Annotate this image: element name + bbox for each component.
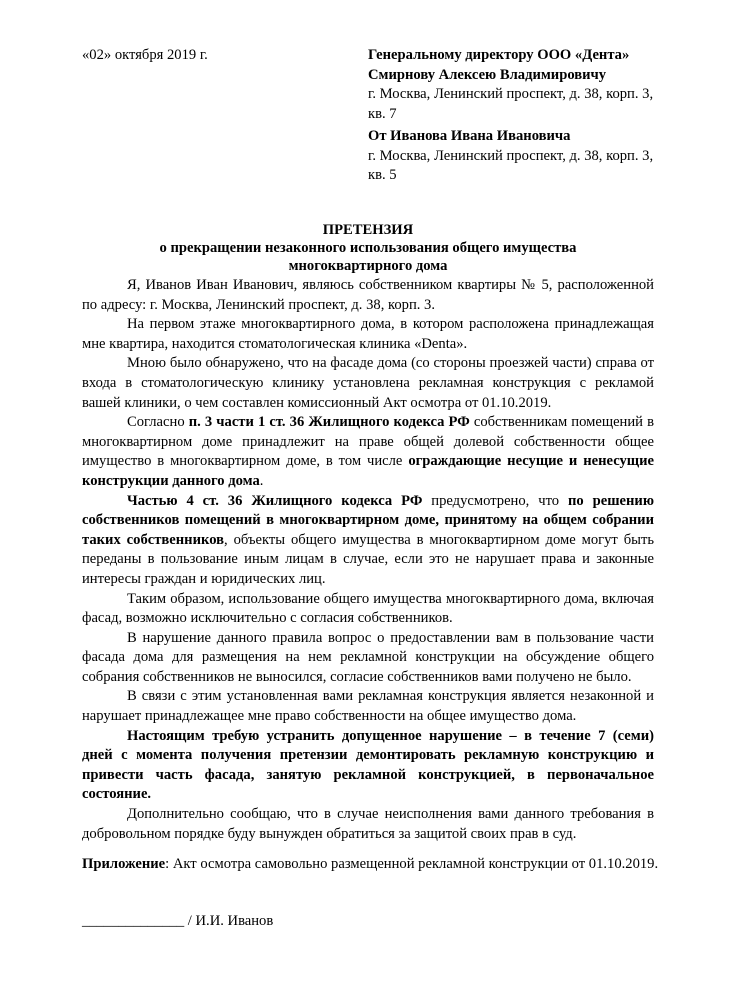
paragraph-10: Дополнительно сообщаю, что в случае неисполнения вами данного требования в добровольном порядке буду вынужден обратиться за защитой своих прав в суд. (82, 806, 654, 842)
recipient-title: Генеральному директору ООО «Дента» (368, 47, 630, 63)
paragraph-9-demand (82, 727, 654, 805)
document-date: «02» октября 2019 г. (82, 47, 208, 63)
signature-block (82, 912, 273, 932)
recipient-block (368, 46, 658, 124)
title-subtitle-line-1: о прекращении незаконного использования общего имущества (159, 240, 577, 256)
p5-emphasis: по решению собственников помещений в многоквартирном доме, принятому на общем собрании таких собственников (82, 492, 654, 548)
paragraph-6: Таким образом, использование общего имущества многоквартирного дома, включая фасад, возможно исключительно с согласия собственников. (82, 590, 654, 627)
paragraph-8: В связи с этим установленная вами рекламная конструкция является незаконной и нарушает принадлежащее мне право собственности на общее имущество дома. (82, 688, 654, 725)
recipient-address: г. Москва, Ленинский проспект, д. 38, корп. 3, кв. 7 (368, 86, 654, 122)
title-subtitle-line-2: многоквартирного дома (288, 258, 448, 274)
document-body (82, 276, 654, 844)
p4-text-c: собственникам помещений в многоквартирном доме принадлежит на праве общей долевой собственности общее имущество в многоквартирном доме, в том числе (82, 414, 654, 470)
sender-block (368, 127, 658, 186)
paragraph-2: На первом этаже многоквартирного дома, в котором расположена принадлежащая мне квартира, находится стоматологическая клиника «Denta». (82, 316, 654, 352)
document-title (82, 221, 654, 275)
title-heading: ПРЕТЕНЗИЯ (322, 222, 414, 238)
paragraph-4 (82, 413, 654, 491)
paragraph-1: Я, Иванов Иван Иванович, являюсь собственником квартиры № 5, расположенной по адресу: г. Москва, Ленинский проспект, д. 38, корп. 3. (82, 277, 654, 313)
paragraph-7: В нарушение данного правила вопрос о предоставлении вам в пользование части фасада дома для размещения на нем рекламной конструкции на обсуждение общего собрания собственников не выносился, согласие собственников вами получено не было. (82, 629, 654, 685)
p4-text-a: Согласно (127, 414, 189, 431)
sender-address: г. Москва, Ленинский проспект, д. 38, корп. 3, кв. 5 (368, 147, 654, 184)
signature-line: ______________ (82, 913, 185, 929)
p5-text-b: предусмотрено, что (422, 492, 568, 509)
attachment-label: Приложение (82, 856, 166, 872)
p4-emphasis: ограждающие несущие и ненесущие конструкции данного дома (82, 453, 654, 489)
p5-text-d: , объекты общего имущества в многоквартирном доме могут быть переданы в пользование иным лицам в случае, если это не нарушает права и законные интересы граждан и юридических лиц. (82, 531, 654, 587)
paragraph-5 (82, 492, 654, 590)
sender-name: От Иванова Ивана Ивановича (368, 128, 571, 144)
p5-law-reference: Частью 4 ст. 36 Жилищного кодекса РФ (127, 492, 423, 509)
p4-law-reference: п. 3 части 1 ст. 36 Жилищного кодекса РФ (188, 414, 470, 431)
recipient-name: Смирнову Алексею Владимировичу (368, 66, 607, 83)
attachment-text: : Акт осмотра самовольно размещенной рекламной конструкции от 01.10.2019. (165, 856, 659, 872)
signature-name: / И.И. Иванов (184, 913, 274, 929)
attachment-note (82, 855, 658, 875)
paragraph-3: Мною было обнаружено, что на фасаде дома (со стороны проезжей части) справа от входа в стоматологическую клинику установлена рекламная конструкция с рекламой вашей клиники, о чем составлен комиссионный Акт осмотра от 01.10.2019. (82, 355, 654, 411)
p4-text-e: . (259, 472, 264, 489)
p9-demand-text: Настоящим требую устранить допущенное нарушение – в течение 7 (семи) дней с момента получения претензии демонтировать рекламную конструкцию и привести часть фасада, занятую рекламной конструкцией, в первоначальное состояние. (82, 727, 654, 803)
